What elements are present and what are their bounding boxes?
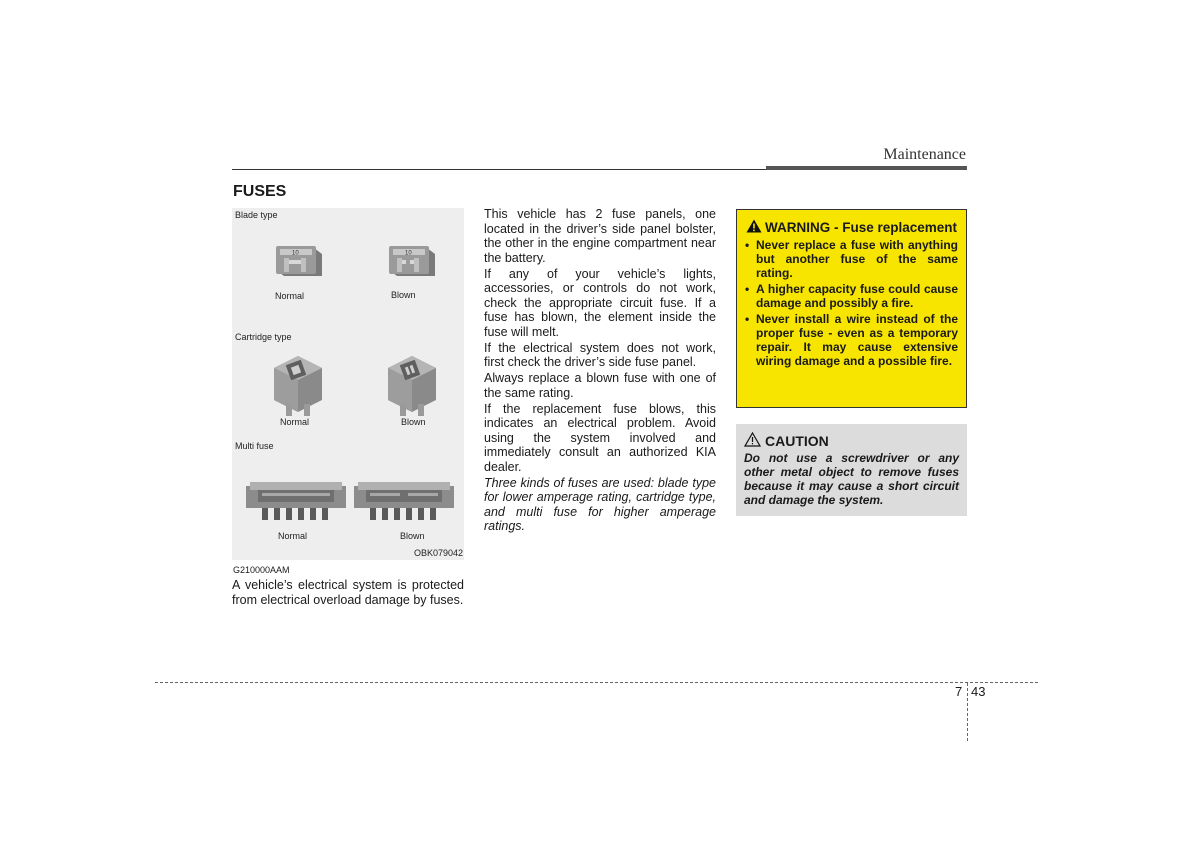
fuse-types-figure xyxy=(232,208,464,560)
cartridge-fuse-blown-image xyxy=(382,352,442,418)
reference-code: G210000AAM xyxy=(233,565,290,575)
figure-code: OBK079042 xyxy=(413,548,463,558)
caution-title-text: CAUTION xyxy=(765,433,829,449)
blade-blown-label: Blown xyxy=(391,290,416,300)
caution-title xyxy=(744,432,959,449)
multi-normal-label: Normal xyxy=(278,531,308,541)
warning-item: • Never install a wire instead of the proper fuse - even as a temporary repair. It may cause extensive wiring damage and a possible fire. xyxy=(745,312,958,368)
cartridge-fuse-normal-image xyxy=(268,352,328,418)
paragraph: If the electrical system does not work, first check the driver’s side fuse panel. xyxy=(484,340,716,369)
italic-paragraph: Three kinds of fuses are used: blade type for lower amperage rating, cartridge type, and multi fuse for higher amperage ratings. xyxy=(484,475,716,533)
warning-box xyxy=(736,209,967,408)
multi-fuse-blown-image xyxy=(352,478,456,526)
blade-type-label: Blade type xyxy=(235,210,278,220)
warning-item: • Never replace a fuse with anything but another fuse of the same rating. xyxy=(745,238,958,280)
multi-fuse-label: Multi fuse xyxy=(235,441,274,451)
caution-box xyxy=(736,424,967,516)
warning-title-text: WARNING - Fuse replacement xyxy=(764,220,958,235)
footer-vertical-divider xyxy=(967,683,968,741)
caution-text: Do not use a screwdriver or any other metal object to remove fuses because it may cause a short circuit and damage the system. xyxy=(744,451,959,507)
multi-fuse-normal-image xyxy=(244,478,348,526)
paragraph: Always replace a blown fuse with one of the same rating. xyxy=(484,371,716,400)
blade-fuse-blown-rating: 10 xyxy=(405,250,412,257)
warning-list xyxy=(745,238,958,368)
intro-paragraph: A vehicle’s electrical system is protected from electrical overload damage by fuses. xyxy=(232,578,464,607)
footer-dashed-rule xyxy=(155,682,1038,683)
paragraph: If the replacement fuse blows, this indicates an electrical problem. Avoid using the system involved and immediately consult an authorized KIA dealer. xyxy=(484,401,716,474)
chapter-number: 7 xyxy=(955,684,963,699)
warning-item: • A higher capacity fuse could cause damage and possibly a fire. xyxy=(745,282,958,310)
page-number: 43 xyxy=(971,684,986,699)
middle-column xyxy=(484,207,716,535)
blade-fuse-blown-image xyxy=(385,242,443,282)
blade-fuse-normal-rating: 10 xyxy=(292,250,299,257)
cartridge-blown-label: Blown xyxy=(401,417,426,427)
paragraph: If any of your vehicle’s lights, accessories, or controls do not work, check the appropriate circuit fuse. If a fuse has blown, the element inside the fuse will melt. xyxy=(484,266,716,339)
paragraph: This vehicle has 2 fuse panels, one located in the driver’s side panel bolster, the other in the engine compartment near the battery. xyxy=(484,207,716,265)
cartridge-type-label: Cartridge type xyxy=(235,332,292,342)
multi-blown-label: Blown xyxy=(400,531,425,541)
cartridge-normal-label: Normal xyxy=(280,417,310,427)
header-accent-bar xyxy=(766,166,967,170)
page-header-title: Maintenance xyxy=(883,146,966,163)
warning-triangle-icon xyxy=(746,219,762,233)
section-title: FUSES xyxy=(233,183,287,200)
caution-triangle-icon xyxy=(744,432,761,447)
blade-fuse-normal-image xyxy=(272,242,330,282)
blade-normal-label: Normal xyxy=(275,291,305,301)
warning-title xyxy=(745,219,958,235)
